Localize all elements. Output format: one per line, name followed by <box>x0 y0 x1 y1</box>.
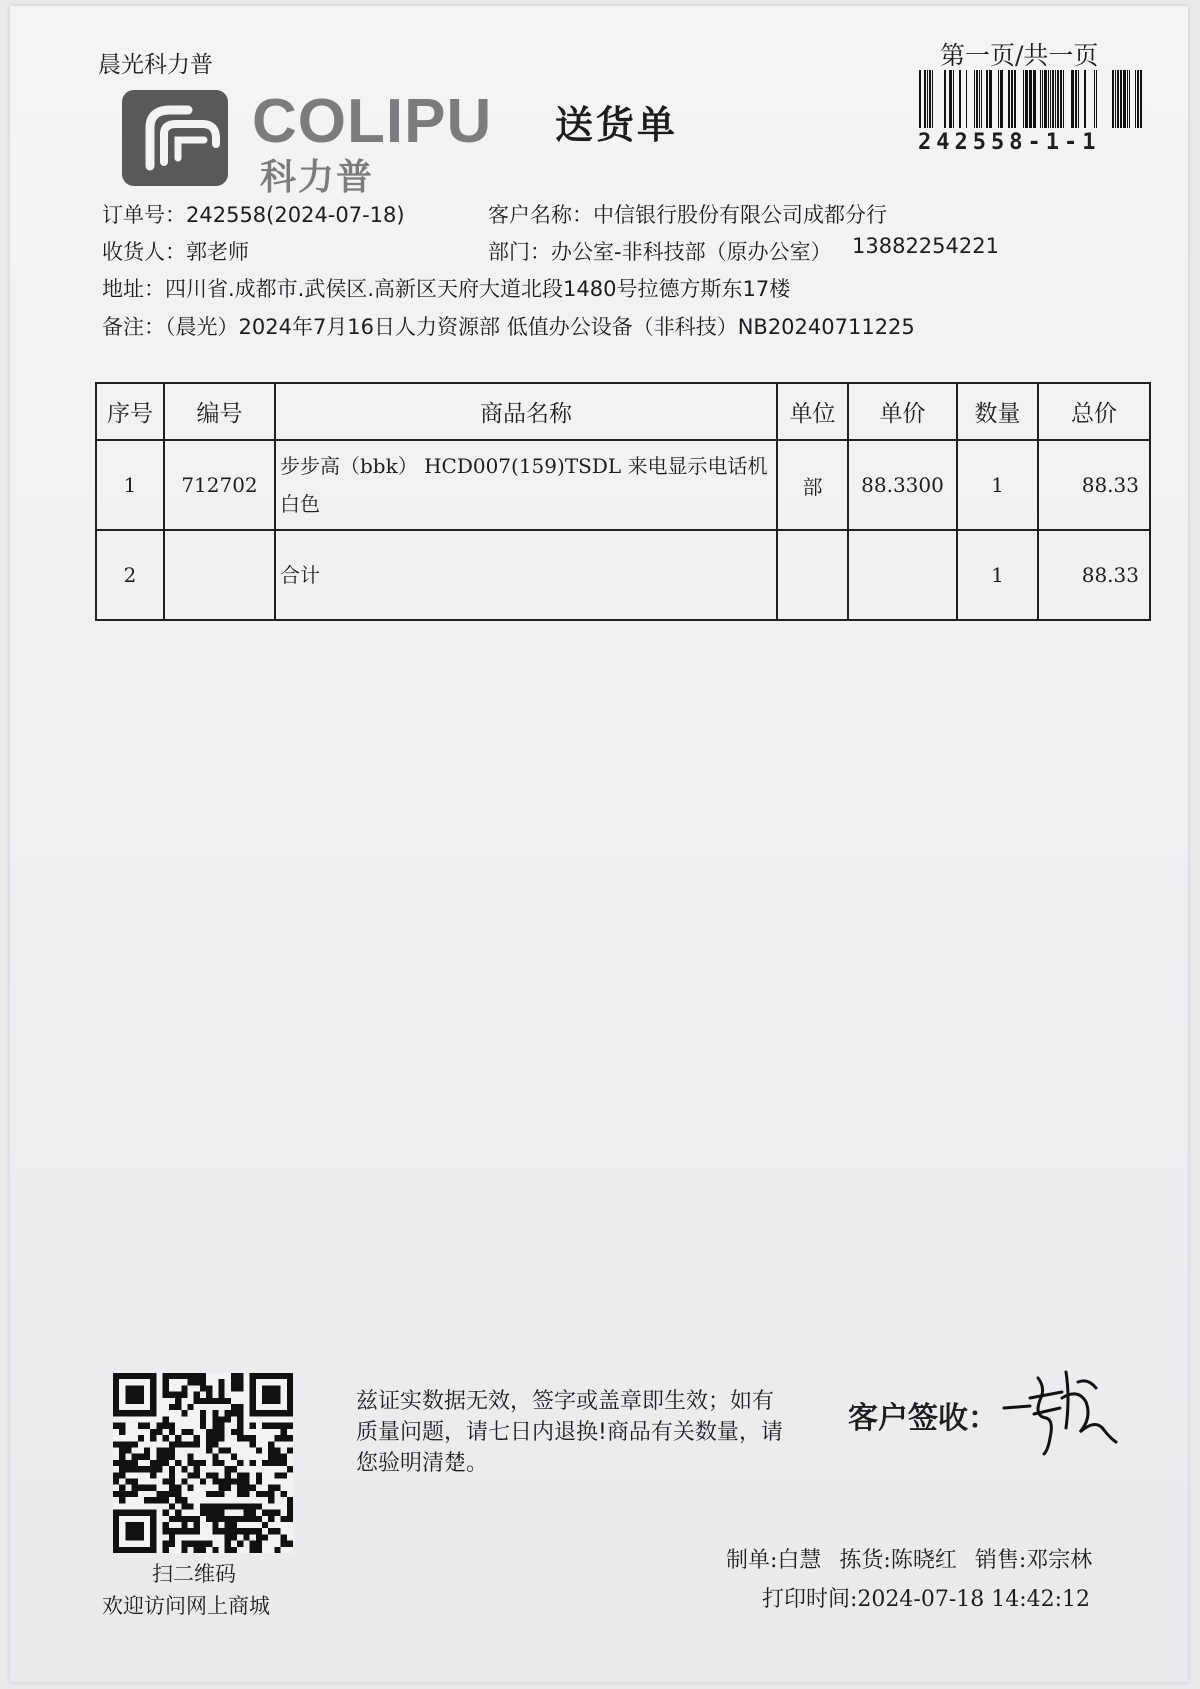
barcode-number: 242558-1-1 <box>918 130 1101 155</box>
header-code: 编号 <box>164 383 275 440</box>
cell-product-name: 步步高（bbk） HCD007(159)TSDL 来电显示电话机 白色 <box>275 440 777 530</box>
table-row <box>96 530 1150 620</box>
header-product-name: 商品名称 <box>275 383 777 440</box>
cell-seq: 1 <box>96 440 164 530</box>
cell-code: 712702 <box>164 440 275 530</box>
staff-line <box>726 1543 1110 1574</box>
receiver: 收货人：郭老师 <box>102 240 249 264</box>
cell-unit <box>777 530 848 620</box>
qr-caption-scan: 扫二维码 <box>152 1562 236 1586</box>
table-row <box>96 440 1150 530</box>
logo-wordmark-cn: 科力普 <box>260 157 375 198</box>
cell-code <box>164 530 275 620</box>
logo-wordmark-en: COLIPU <box>252 87 493 156</box>
colipu-logo-icon <box>120 88 230 188</box>
picker: 拣货:陈晓红 <box>839 1548 957 1573</box>
cell-quantity: 1 <box>957 530 1038 620</box>
page-indicator: 第一页/共一页 <box>940 41 1099 70</box>
cell-product-name: 合计 <box>275 530 777 620</box>
header-unit-price: 单价 <box>848 383 957 440</box>
header-seq: 序号 <box>96 383 164 440</box>
remark: 备注：（晨光）2024年7月16日人力资源部 低值办公设备（非科技）NB20240711225 <box>102 315 915 339</box>
handwritten-signature-icon <box>1000 1358 1120 1458</box>
qr-code-icon <box>113 1373 293 1553</box>
salesperson: 销售:邓宗林 <box>974 1548 1093 1573</box>
notice-text: 兹证实数据无效，签字或盖章即生效；如有质量问题，请七日内退换!商品有关数量，请您验明清楚。 <box>356 1389 783 1476</box>
customer-signature-label: 客户签收： <box>848 1401 998 1436</box>
cell-quantity: 1 <box>957 440 1038 530</box>
company-short-name: 晨光科力普 <box>98 52 213 78</box>
delivery-note-sheet <box>10 6 1188 1682</box>
cell-total: 88.33 <box>1038 530 1150 620</box>
print-time: 打印时间:2024-07-18 14:42:12 <box>762 1587 1091 1612</box>
cell-unit-price <box>848 530 957 620</box>
order-number: 订单号：242558(2024-07-18) <box>102 203 405 227</box>
delivery-address: 地址：四川省.成都市.武侯区.高新区天府大道北段1480号拉德方斯东17楼 <box>102 277 791 301</box>
table-header-row <box>96 383 1150 440</box>
maker: 制单:白慧 <box>726 1548 822 1573</box>
qr-caption-mall: 欢迎访问网上商城 <box>102 1594 270 1618</box>
cell-seq: 2 <box>96 530 164 620</box>
barcode-icon <box>917 70 1145 128</box>
cell-total: 88.33 <box>1038 440 1150 530</box>
cell-unit-price: 88.3300 <box>848 440 957 530</box>
cell-unit: 部 <box>777 440 848 530</box>
customer-name: 客户名称：中信银行股份有限公司成都分行 <box>488 203 887 227</box>
header-quantity: 数量 <box>957 383 1038 440</box>
header-total: 总价 <box>1038 383 1150 440</box>
document-title: 送货单 <box>555 103 679 147</box>
items-table <box>95 382 1151 621</box>
header-unit: 单位 <box>777 383 848 440</box>
phone-number: 13882254221 <box>852 234 999 258</box>
department: 部门：办公室-非科技部（原办公室） <box>488 240 832 264</box>
